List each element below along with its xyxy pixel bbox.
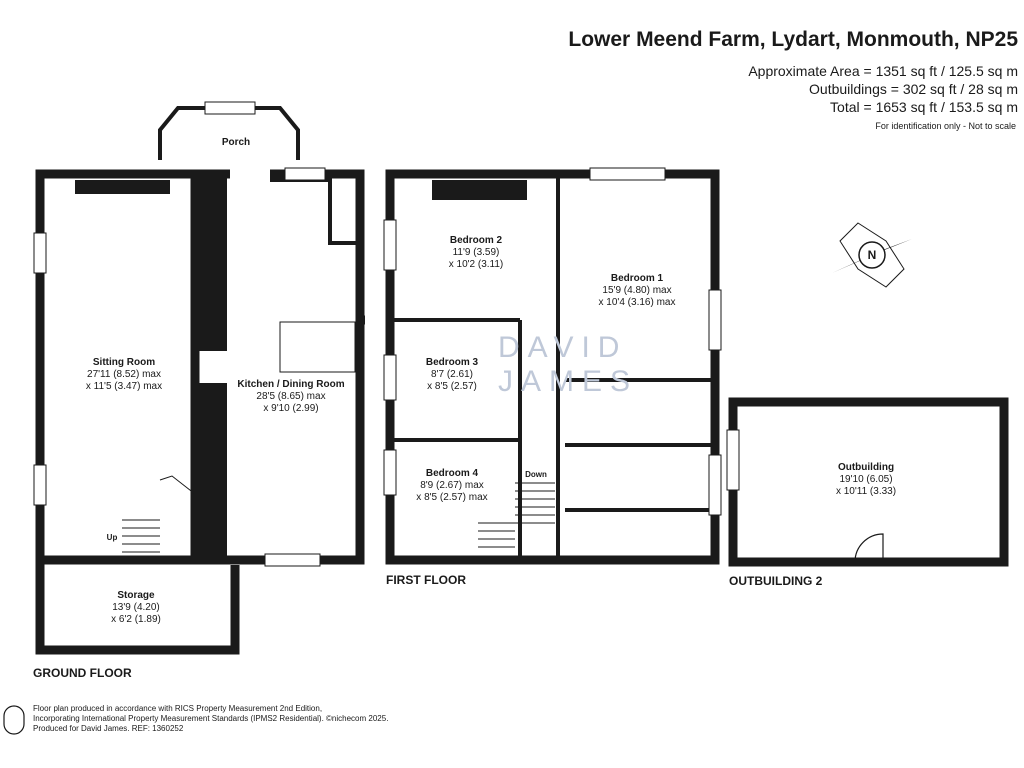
nichecom-logo xyxy=(4,706,24,734)
stairs-down-label: Down xyxy=(525,470,547,479)
floor-label-outbuilding: OUTBUILDING 2 xyxy=(729,574,823,588)
footer-disclaimer: Floor plan produced in accordance with RICS Property Measurement 2nd Edition, Incorporating International Property Measurement Standards (IPMS2 Residential). ©nichecom 2025. Produced for David James. REF: 1360252 xyxy=(33,704,389,733)
room-bedroom-4: Bedroom 4 8'9 (2.67) max x 8'5 (2.57) max xyxy=(416,468,488,503)
area-outbuildings: Outbuildings = 302 sq ft / 28 sq m xyxy=(809,81,1018,97)
chimney-breast xyxy=(195,174,225,349)
room-porch: Porch xyxy=(221,137,251,148)
room-outbuilding: Outbuilding 19'10 (6.05) x 10'11 (3.33) xyxy=(835,462,897,497)
area-total: Total = 1653 sq ft / 153.5 sq m xyxy=(830,99,1018,115)
compass-letter: N xyxy=(867,248,877,262)
room-kitchen: Kitchen / Dining Room 28'5 (8.65) max x 9'10 (2.99) xyxy=(237,379,345,414)
room-bedroom-3: Bedroom 3 8'7 (2.61) x 8'5 (2.57) xyxy=(425,357,479,392)
room-sitting: Sitting Room 27'11 (8.52) max x 11'5 (3.47) max xyxy=(85,357,163,392)
scale-note: For identification only - Not to scale xyxy=(875,121,1016,131)
room-bedroom-1: Bedroom 1 15'9 (4.80) max x 10'4 (3.16) max xyxy=(598,273,676,308)
room-storage: Storage 13'9 (4.20) x 6'2 (1.89) xyxy=(111,590,161,625)
floor-label-ground: GROUND FLOOR xyxy=(33,666,132,680)
floor-label-first: FIRST FLOOR xyxy=(386,573,466,587)
property-title: Lower Meend Farm, Lydart, Monmouth, NP25 xyxy=(568,28,1018,51)
stairs-up-label: Up xyxy=(106,533,118,542)
watermark: DAVID JAMES xyxy=(498,331,639,398)
porch-walls xyxy=(160,108,298,160)
room-bedroom-2: Bedroom 2 11'9 (3.59) x 10'2 (3.11) xyxy=(448,235,504,270)
area-approx: Approximate Area = 1351 sq ft / 125.5 sq m xyxy=(748,63,1018,79)
kitchen-counter xyxy=(270,180,356,243)
